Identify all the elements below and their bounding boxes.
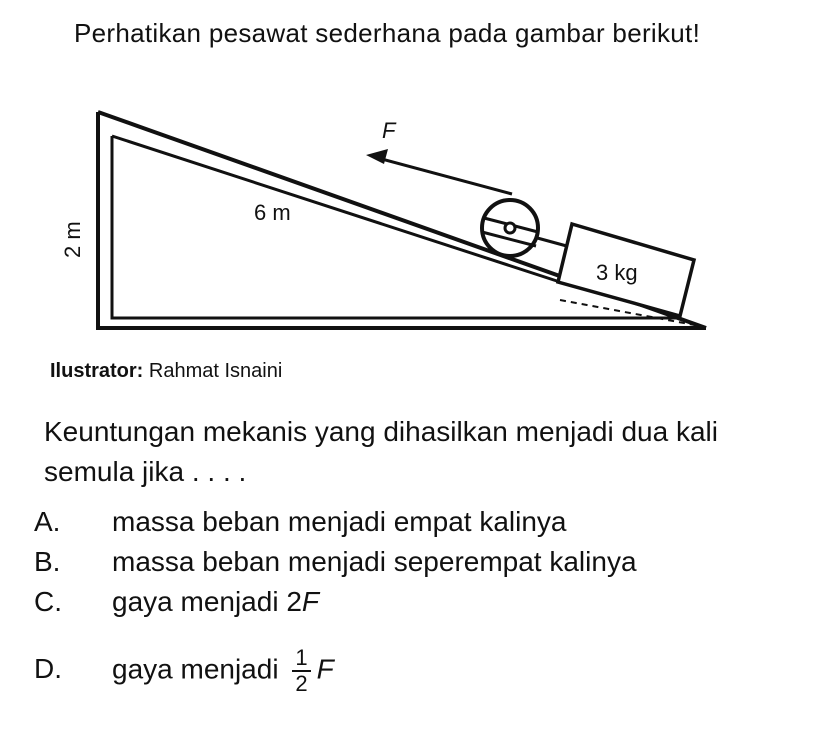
pulley (482, 200, 538, 256)
question-text: Keuntungan mekanis yang dihasilkan menjadi dua kali semula jika . . . . (44, 416, 718, 487)
option-letter: A. (34, 506, 61, 537)
option-c[interactable] (34, 584, 319, 620)
force-label: F (382, 118, 396, 143)
option-letter: C. (34, 586, 62, 617)
height-label: 2 m (60, 221, 85, 258)
length-label: 6 m (254, 200, 291, 225)
option-text: gaya menjadi 2 (112, 586, 302, 617)
fraction-numerator: 1 (292, 646, 310, 672)
option-letter: B. (34, 546, 61, 577)
option-text: massa beban menjadi seperempat kalinya (112, 546, 637, 577)
option-text: massa beban menjadi empat kalinya (112, 506, 567, 537)
illustrator-credit (50, 360, 282, 383)
force-arrow-head (366, 149, 388, 164)
fraction (292, 646, 310, 696)
option-text: gaya menjadi (112, 653, 279, 685)
rope-upper (378, 158, 512, 194)
pulley-axle (505, 223, 515, 233)
intro-text: Perhatikan pesawat sederhana pada gambar berikut! (74, 18, 701, 48)
option-variable: F (301, 586, 320, 617)
credit-name: Rahmat Isnaini (148, 360, 283, 382)
option-d[interactable] (34, 646, 334, 696)
option-b[interactable] (34, 544, 637, 580)
fraction-denominator: 2 (295, 671, 308, 696)
credit-label: Ilustrator: (50, 360, 144, 382)
option-letter: D. (34, 653, 62, 685)
option-a[interactable] (34, 504, 566, 540)
option-variable: F (316, 653, 334, 685)
mass-label: 3 kg (596, 260, 638, 285)
